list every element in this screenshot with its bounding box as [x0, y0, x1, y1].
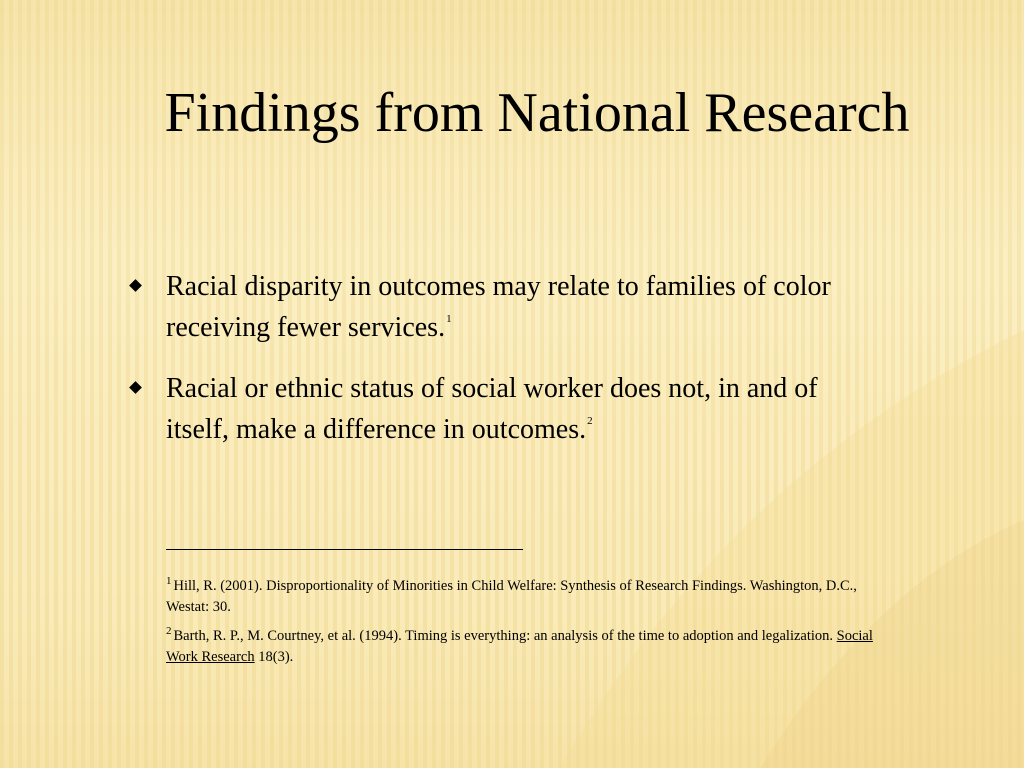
journal-title: Social Work Research [166, 628, 873, 665]
bullet-list [126, 266, 886, 470]
bullet-item [126, 266, 886, 348]
diamond-bullet-icon [129, 279, 142, 292]
footnote-divider [166, 549, 523, 550]
bullet-text: Racial disparity in outcomes may relate to families of color receiving fewer services. [166, 271, 831, 343]
footnote-text: Hill, R. (2001). Disproportionality of Minorities in Child Welfare: Synthesis of Research Findings. Washington, D.C., Westat: 30. [166, 578, 857, 615]
reference-superscript: 2 [587, 415, 593, 427]
footnote-number: 1 [166, 575, 172, 587]
slide-title: Findings from National Research [164, 82, 910, 144]
bullet-text: Racial or ethnic status of social worker does not, in and of itself, make a difference in outcomes. [166, 373, 818, 445]
footnotes [166, 576, 886, 676]
footnote-text-end: 18(3). [254, 649, 294, 665]
bullet-item [126, 368, 886, 450]
footnote [166, 626, 886, 668]
reference-superscript: 1 [446, 313, 452, 325]
diamond-bullet-icon [129, 381, 142, 394]
footnote-number: 2 [166, 625, 172, 637]
footnote [166, 576, 886, 618]
footnote-text: Barth, R. P., M. Courtney, et al. (1994). Timing is everything: an analysis of the time to adoption and legalization. [173, 628, 837, 644]
